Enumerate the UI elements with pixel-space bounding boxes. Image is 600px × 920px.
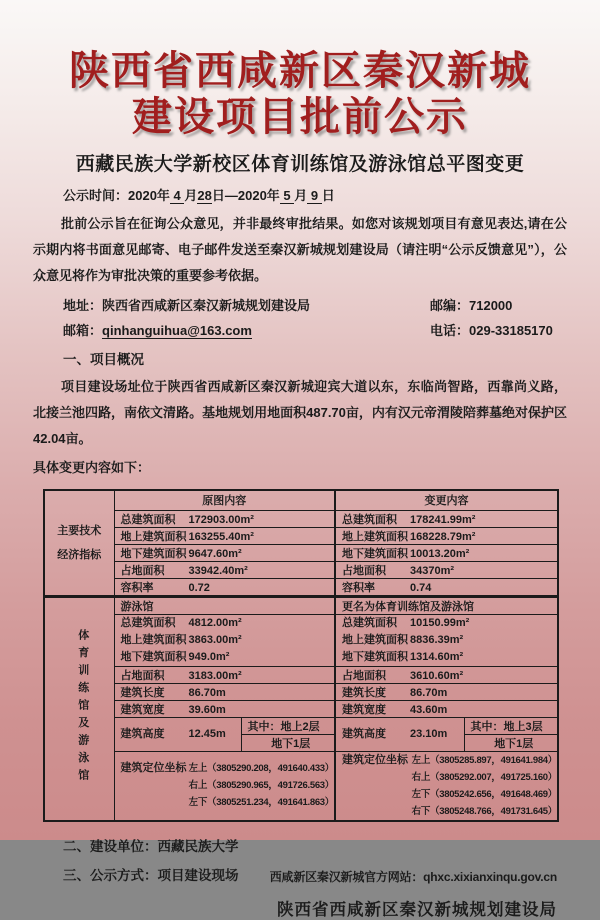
- table-row: [44, 527, 558, 544]
- table-row: [44, 666, 558, 683]
- cell-label: 地上建筑面积: [342, 530, 408, 543]
- section-1-heading: 一、项目概况: [63, 352, 144, 367]
- cell-value: 172903.00m²: [188, 513, 254, 526]
- notice-time-text: 日—2020年: [211, 188, 280, 203]
- table-cell: [335, 527, 558, 544]
- notice-time-month-start: 4: [169, 188, 185, 203]
- cell-label: 地上建筑面积: [120, 530, 187, 543]
- phone-text: 电话：029-33185170: [430, 323, 553, 338]
- postcode-text: 邮编：712000: [430, 298, 513, 313]
- cell-original-floors-above: 其中：地上2层: [241, 717, 335, 734]
- table-cell: [114, 561, 335, 578]
- issuing-authority: 陕西省西咸新区秦汉新城规划建设局: [277, 901, 557, 919]
- table-cell: 总建筑面积 4812.00m² 地上建筑面积 3863.00m² 地下建筑面积 949.0m²: [114, 614, 335, 666]
- cell-original-name: 游泳馆: [114, 596, 335, 614]
- cell-value: 0.74: [410, 581, 432, 594]
- table-row: [44, 578, 558, 596]
- intro-paragraph: 批前公示旨在征询公众意见，并非最终审批结果。如您对该规划项目有意见表达,请在公示期内将书面意见邮寄、电子邮件发送至秦汉新城规划建设局（请注明“公示反馈意见”），公众意见将作为审批决策的重要参考依据。: [33, 216, 567, 283]
- table-cell: 建筑宽度 43.60m: [335, 700, 558, 717]
- cell-label: 占地面积: [120, 564, 165, 577]
- section-3-row: [33, 865, 567, 887]
- table-cell: 占地面积 3610.60m²: [335, 666, 558, 683]
- section-2-heading: 二、建设单位：西藏民族大学: [63, 839, 239, 854]
- cell-label: 总建筑面积: [342, 513, 397, 526]
- cell-value: 168228.79m²: [410, 530, 476, 543]
- cell-label: 容积率: [342, 581, 375, 594]
- notice-time-text: 月: [184, 188, 198, 203]
- notice-time-text: 日: [321, 188, 335, 203]
- table-row-height: [44, 717, 558, 734]
- table-cell: [114, 527, 335, 544]
- cell-changed-floors-below: 地下1层: [464, 734, 558, 751]
- contact-row-2: [33, 318, 567, 343]
- table-row-coordinates: [44, 751, 558, 821]
- header-original: 原图内容: [114, 490, 335, 510]
- cell-original-coordinates: 建筑定位坐标 左上（3805290.208，491640.433） 右上（3805290.965，491726.563） 左下（3805251.234，491641.863）: [114, 751, 335, 821]
- official-website-text: 西咸新区秦汉新城官方网站：qhxc.xixianxinqu.gov.cn: [269, 870, 557, 884]
- cell-original-height: 建筑高度 12.45m: [114, 717, 241, 751]
- cell-label: 地下建筑面积: [120, 547, 187, 560]
- cell-changed-floors-above: 其中：地上3层: [464, 717, 558, 734]
- group1-label-line2: 经济指标: [57, 548, 102, 561]
- change-spec-table: [43, 489, 559, 822]
- notice-time-month-end: 5: [279, 188, 295, 203]
- cell-value: 9647.60m²: [188, 547, 242, 560]
- overview-paragraph: 项目建设场址位于陕西省西咸新区秦汉新城迎宾大道以东，东临尚智路，西靠尚义路，北接兰池四路，南依文清路。基地规划用地面积487.70亩，内有汉元帝渭陵陪葬墓绝对保护区42.04亩。: [33, 379, 567, 446]
- table-cell: [335, 544, 558, 561]
- cell-changed-name: 更名为体育训练馆及游泳馆: [335, 596, 558, 614]
- table-row: [44, 700, 558, 717]
- contact-row-1: [33, 293, 567, 318]
- group-label-gym-pool: 体育训练馆及游泳馆: [44, 596, 114, 821]
- page-subtitle: 西藏民族大学新校区体育训练馆及游泳馆总平图变更: [75, 154, 525, 175]
- notice-time-day-end: 9: [307, 188, 322, 203]
- email-label: 邮箱：: [63, 323, 103, 338]
- cell-changed-coordinates: 建筑定位坐标 左上（3805285.897，491641.984） 右上（3805292.007，491725.160） 左下（3805242.656，491648.469） 右下（3805248.766，491731.645）: [335, 751, 558, 821]
- group1-label-line1: 主要技术: [57, 524, 102, 537]
- cell-value: 163255.40m²: [188, 530, 254, 543]
- table-row-areas: [44, 614, 558, 666]
- cell-label: 容积率: [120, 581, 154, 594]
- cell-label: 占地面积: [342, 564, 386, 577]
- section-3-heading: 三、公示方式：项目建设现场: [63, 868, 239, 883]
- page-title-line2: 建设项目批前公示: [132, 94, 468, 139]
- address-text: 地址：陕西省西咸新区秦汉新城规划建设局: [63, 298, 311, 313]
- notice-time-text: 月: [294, 188, 308, 203]
- cell-value: 34370m²: [410, 564, 455, 577]
- cell-label: 地下建筑面积: [342, 547, 408, 560]
- notice-time-day-start: 28: [197, 188, 212, 203]
- table-cell: [335, 561, 558, 578]
- cell-label: 总建筑面积: [120, 513, 176, 526]
- table-row-building-name: [44, 596, 558, 614]
- cell-original-floors-below: 地下1层: [241, 734, 335, 751]
- notice-content: [33, 184, 567, 920]
- group-label-main-indicators: [44, 490, 114, 596]
- table-cell: [335, 510, 558, 527]
- table-cell: 总建筑面积 10150.99m² 地上建筑面积 8836.39m² 地下建筑面积 1314.60m²: [335, 614, 558, 666]
- table-row: [44, 561, 558, 578]
- cell-value: 178241.99m²: [410, 513, 476, 526]
- table-cell: [114, 544, 335, 561]
- table-cell: 建筑长度 86.70m: [335, 683, 558, 700]
- table-row: [44, 544, 558, 561]
- table-cell: [114, 578, 335, 596]
- cell-changed-height: 建筑高度 23.10m: [335, 717, 464, 751]
- table-cell: 建筑宽度 39.60m: [114, 700, 335, 717]
- header-changed: 变更内容: [335, 490, 558, 510]
- table-cell: 建筑长度 86.70m: [114, 683, 335, 700]
- cell-value: 10013.20m²: [410, 547, 470, 560]
- page-title: [0, 0, 600, 140]
- cell-value: 0.72: [188, 581, 210, 594]
- notice-time-text: 公示时间：2020年: [63, 188, 170, 203]
- page-title-line1: 陕西省西咸新区秦汉新城: [69, 48, 531, 93]
- change-intro-text: 具体变更内容如下：: [33, 460, 151, 475]
- notice-time: [33, 184, 567, 208]
- cell-value: 33942.40m²: [188, 564, 248, 577]
- table-header-row: [44, 490, 558, 510]
- table-cell: [335, 578, 558, 596]
- table-cell: [114, 510, 335, 527]
- email-address: qinhanguihua@163.com: [102, 323, 252, 338]
- table-row: [44, 683, 558, 700]
- contact-block: [33, 293, 567, 343]
- table-cell: 占地面积 3183.00m²: [114, 666, 335, 683]
- table-row: [44, 510, 558, 527]
